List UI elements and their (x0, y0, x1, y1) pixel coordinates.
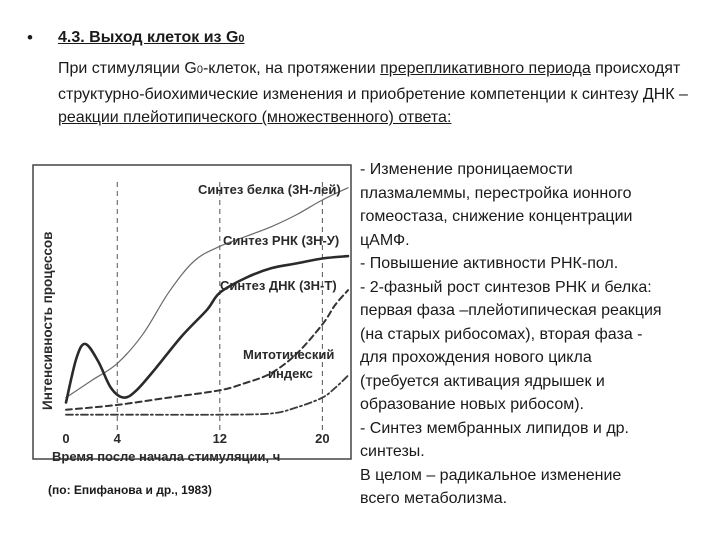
right-text-line: синтезы. (360, 443, 425, 460)
y-axis-label: Интенсивность процессов (40, 231, 55, 410)
right-text-line: - Изменение проницаемости (360, 161, 573, 178)
x-axis-label: Время после начала стимуляции, ч (52, 449, 281, 464)
process-chart (28, 160, 358, 470)
right-text-line: (на старых рибосомах), вторая фаза - (360, 325, 643, 343)
right-text-line: - 2-фазный рост синтезов РНК и белка: (360, 278, 652, 296)
chart-svg (28, 160, 358, 470)
right-text-line: - Повышение активности РНК-пол. (360, 255, 619, 272)
x-tick-label: 12 (212, 431, 228, 446)
x-tick-label: 20 (315, 431, 330, 446)
intro-subscript: 0 (196, 64, 203, 76)
intro-paragraph (58, 57, 698, 130)
x-tick-label: 0 (62, 431, 70, 446)
bullet-marker: • (27, 28, 33, 47)
intro-underline-1: пререпликативного периода (380, 60, 591, 77)
right-text-line: - Синтез мембранных липидов и др. (360, 419, 629, 437)
right-text-line: всего метаболизма. (360, 490, 508, 507)
right-text-line: плазмалеммы, перестройка ионного (360, 184, 632, 202)
figure-caption: (по: Епифанова и др., 1983) (48, 483, 212, 497)
right-text-block (360, 158, 708, 511)
right-text-line: гомеостаза, снижение концентрации (360, 208, 633, 225)
slide-heading (58, 29, 245, 47)
intro-part-3: происходят структурно-биохимические изменения и приобретение компетенции к синтезу ДНК – (58, 60, 688, 103)
label-protein: Синтез белка (3Н-лей) (198, 182, 341, 197)
heading-text: 4.3. Выход клеток из G (58, 29, 239, 46)
right-text-line: первая фаза –плейотипическая реакция (360, 302, 662, 319)
right-text-line: цАМФ. (360, 231, 410, 249)
label-mitotic-2: индекс (268, 366, 313, 381)
label-rna: Синтез РНК (3Н-У) (223, 233, 340, 248)
intro-part-2: -клеток, на протяжении (202, 60, 381, 77)
intro-underline-2: реакции плейотипического (множественного) ответа: (58, 109, 452, 126)
x-tick-label: 4 (113, 431, 121, 446)
right-text-line: (требуется активация ядрышек и (360, 372, 605, 390)
right-text-line: образование новых рибосом). (360, 396, 584, 413)
intro-part-1: При стимуляции G (58, 60, 197, 77)
label-dna: Синтез ДНК (3Н-Т) (220, 278, 337, 293)
heading-subscript: 0 (238, 33, 245, 45)
right-text-line: В целом – радикальное изменение (360, 466, 622, 484)
right-text-line: для прохождения нового цикла (360, 349, 592, 366)
label-mitotic-1: Митотический (243, 347, 335, 362)
